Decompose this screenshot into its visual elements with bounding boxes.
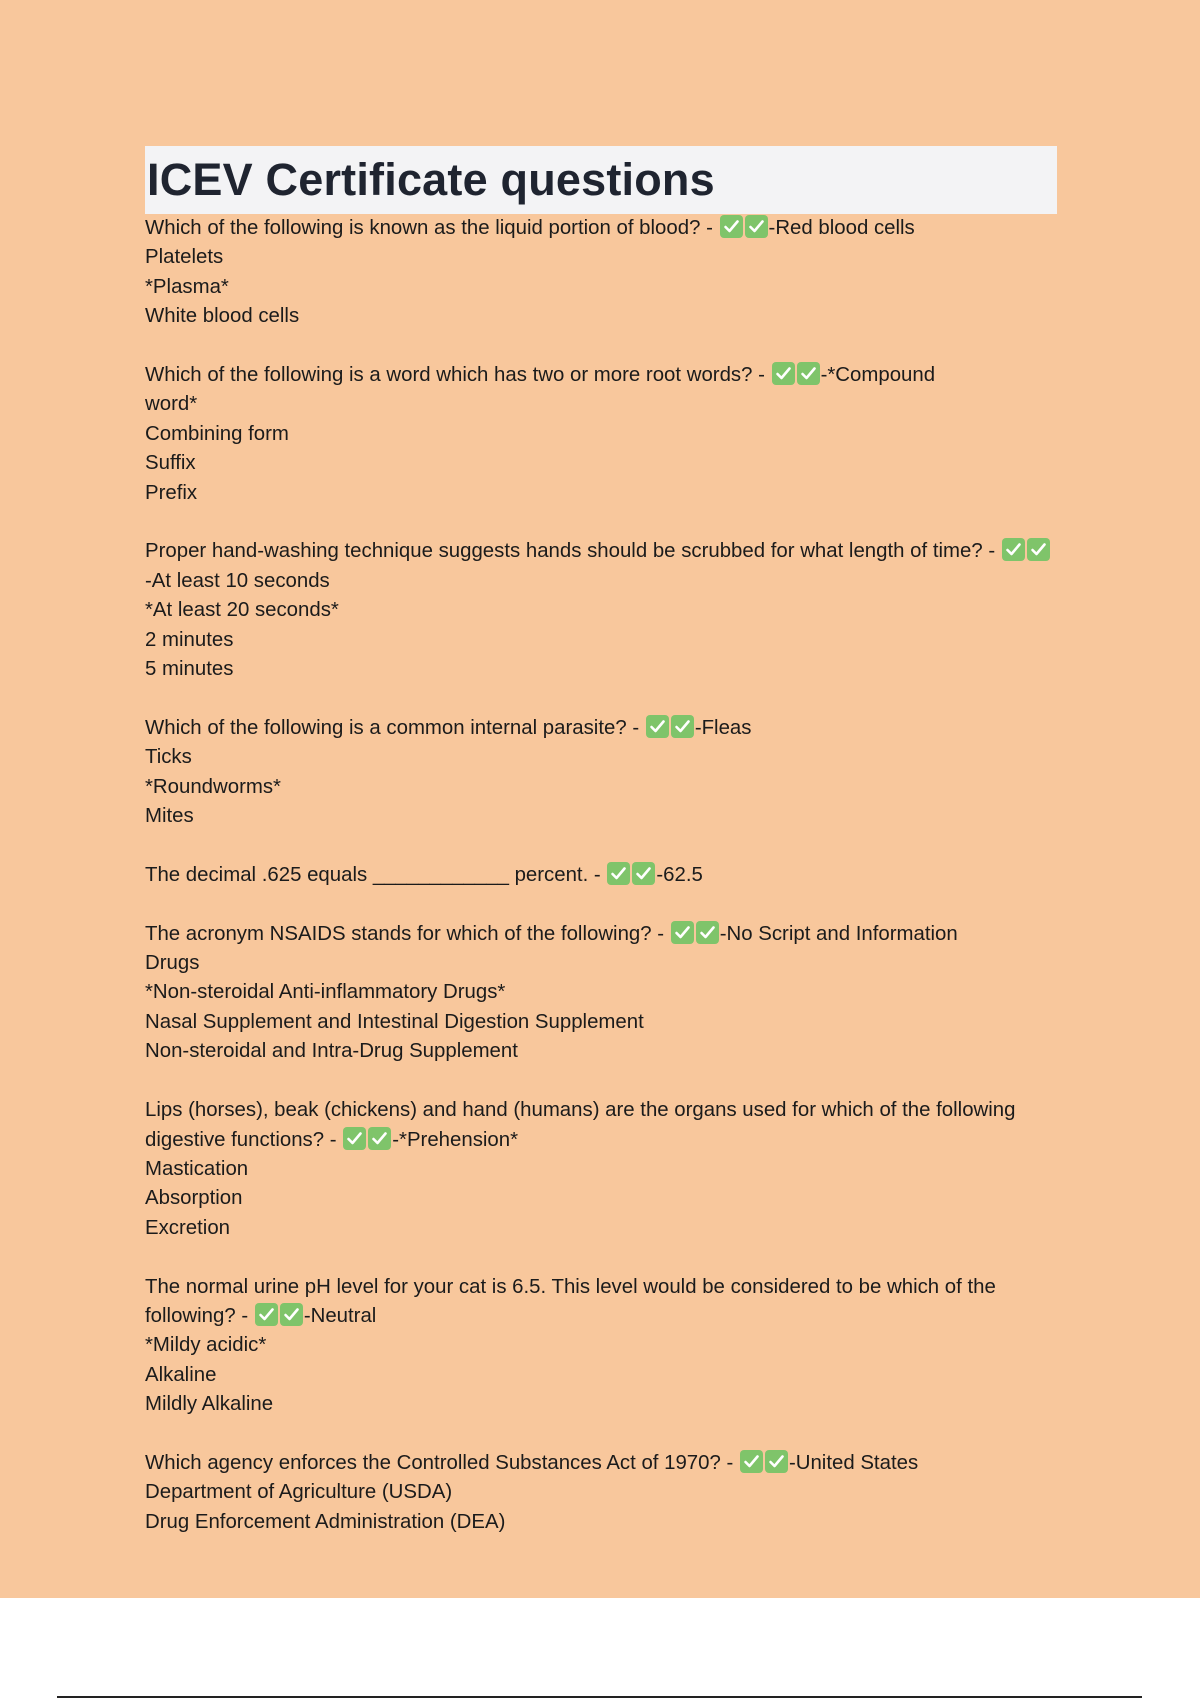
answer-option: word* xyxy=(145,393,198,416)
answer-option: Mastication xyxy=(145,1157,249,1180)
question-prompt: The decimal .625 equals ____________ percent. - xyxy=(145,863,607,886)
question-block xyxy=(145,920,1057,1067)
question-list xyxy=(145,214,1057,1537)
question-block xyxy=(145,1449,1057,1537)
check-mark-icon xyxy=(772,362,795,385)
question-prompt: Lips (horses), beak (chickens) and hand (humans) are the organs used for which of the following digestive functions? - xyxy=(145,1099,1016,1151)
question-prompt: Which of the following is a common internal parasite? - xyxy=(145,716,645,739)
question-text xyxy=(145,1449,1057,1478)
first-answer-option: -Neutral xyxy=(303,1304,377,1327)
answer-option: Non-steroidal and Intra-Drug Supplement xyxy=(145,1040,518,1063)
first-answer-option: -*Compound xyxy=(820,364,936,387)
answer-option: White blood cells xyxy=(145,305,300,328)
first-answer-option: -At least 10 seconds xyxy=(145,569,330,592)
answer-option: *Plasma* xyxy=(145,275,229,298)
answer-option: Nasal Supplement and Intestinal Digestion Supplement xyxy=(145,1010,644,1033)
check-mark-icon xyxy=(671,921,694,944)
first-answer-option: -Fleas xyxy=(694,716,752,739)
question-block xyxy=(145,537,1057,684)
answer-option: Prefix xyxy=(145,481,198,504)
question-prompt: The normal urine pH level for your cat is 6.5. This level would be considered to be which of the following? - xyxy=(145,1275,996,1327)
question-text xyxy=(145,1273,1057,1332)
question-text xyxy=(145,714,1057,743)
answer-option: Absorption xyxy=(145,1187,243,1210)
answer-option: Drug Enforcement Administration (DEA) xyxy=(145,1510,506,1533)
answer-option: *At least 20 seconds* xyxy=(145,599,339,622)
check-mark-icon xyxy=(646,715,669,738)
answer-option: Mildly Alkaline xyxy=(145,1393,274,1416)
check-mark-icon xyxy=(671,715,694,738)
answer-option: *Non-steroidal Anti-inflammatory Drugs* xyxy=(145,981,506,1004)
question-text xyxy=(145,361,1057,390)
document-title: ICEV Certificate questions xyxy=(147,154,715,205)
check-mark-icon xyxy=(1002,538,1025,561)
answer-option: 2 minutes xyxy=(145,628,234,651)
question-prompt: Which of the following is a word which has two or more root words? - xyxy=(145,364,771,387)
answer-option: *Roundworms* xyxy=(145,775,281,798)
check-mark-icon xyxy=(368,1127,391,1150)
answer-option: Combining form xyxy=(145,422,289,445)
check-mark-icon xyxy=(740,1450,763,1473)
check-mark-icon xyxy=(720,215,743,238)
first-answer-option: -62.5 xyxy=(656,863,703,886)
check-mark-icon xyxy=(696,921,719,944)
title-box xyxy=(145,146,1057,214)
answer-option: Drugs xyxy=(145,952,200,975)
question-text xyxy=(145,214,1057,243)
answer-option: Mites xyxy=(145,805,194,828)
answer-option: Department of Agriculture (USDA) xyxy=(145,1481,453,1504)
question-prompt: Which agency enforces the Controlled Substances Act of 1970? - xyxy=(145,1451,739,1474)
question-prompt: The acronym NSAIDS stands for which of the following? - xyxy=(145,922,670,945)
question-block xyxy=(145,214,1057,332)
answer-option: Ticks xyxy=(145,746,192,769)
first-answer-option: -*Prehension* xyxy=(392,1128,519,1151)
answer-option: Excretion xyxy=(145,1216,230,1239)
question-text xyxy=(145,1096,1057,1155)
question-prompt: Which of the following is known as the liquid portion of blood? - xyxy=(145,217,719,239)
question-block xyxy=(145,1096,1057,1243)
question-block xyxy=(145,861,1057,890)
check-mark-icon xyxy=(632,862,655,885)
check-mark-icon xyxy=(280,1303,303,1326)
answer-option: Platelets xyxy=(145,246,224,269)
answer-option: *Mildy acidic* xyxy=(145,1334,267,1357)
check-mark-icon xyxy=(797,362,820,385)
question-block xyxy=(145,1273,1057,1420)
check-mark-icon xyxy=(745,215,768,238)
check-mark-icon xyxy=(255,1303,278,1326)
first-answer-option: -Red blood cells xyxy=(768,217,915,239)
footer-divider xyxy=(57,1696,1142,1698)
question-block xyxy=(145,714,1057,832)
question-block xyxy=(145,361,1057,508)
check-mark-icon xyxy=(343,1127,366,1150)
answer-option: 5 minutes xyxy=(145,658,234,681)
check-mark-icon xyxy=(607,862,630,885)
check-mark-icon xyxy=(765,1450,788,1473)
question-text xyxy=(145,861,1057,890)
question-text xyxy=(145,537,1057,596)
document-content xyxy=(145,146,1057,1567)
answer-option: Suffix xyxy=(145,452,196,475)
question-text xyxy=(145,920,1057,949)
check-mark-icon xyxy=(1027,538,1050,561)
first-answer-option: -United States xyxy=(788,1451,919,1474)
first-answer-option: -No Script and Information xyxy=(719,922,958,945)
answer-option: Alkaline xyxy=(145,1363,217,1386)
question-prompt: Proper hand-washing technique suggests hands should be scrubbed for what length of time? - xyxy=(145,540,1001,563)
